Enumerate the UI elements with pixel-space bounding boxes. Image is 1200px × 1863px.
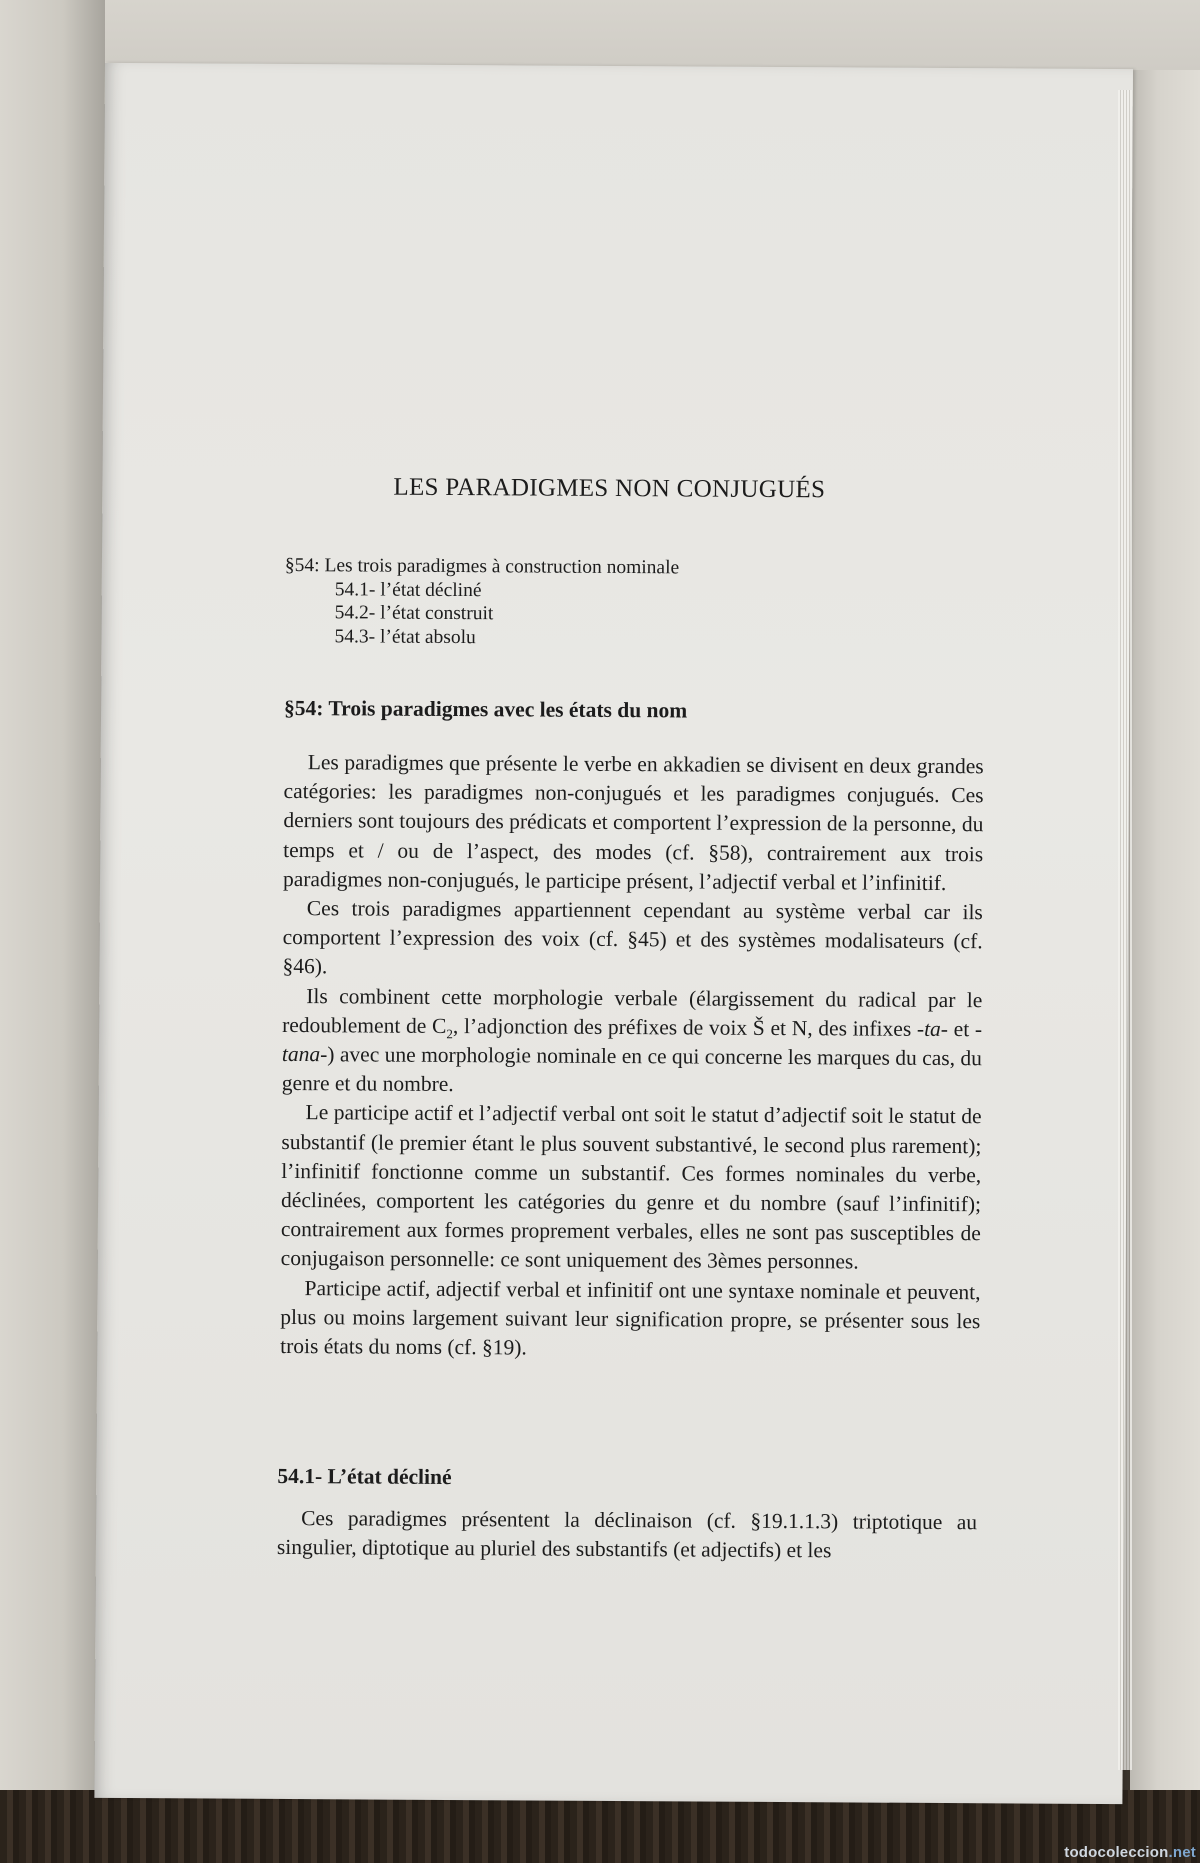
- subsection-body: [277, 1504, 977, 1567]
- paragraph-5: Participe actif, adjectif verbal et infinitif ont une syntaxe nominale et peuvent, plus ou moins largement suivant leur signification propre, se présenter sous les trois états du noms (cf. §19).: [280, 1275, 981, 1360]
- chapter-title: LES PARADIGMES NON CONJUGUÉS: [393, 473, 826, 504]
- subsection-paragraph: Ces paradigmes présentent la déclinaison (cf. §19.1.1.3) triptotique au singulier, diptotique au pluriel des substantifs (et adjectifs) et les: [276, 1506, 978, 1563]
- paragraph-3-part: , l’adjonction des préfixes de voix Š et N, des infixes: [452, 1013, 918, 1041]
- right-page-stack: [1130, 70, 1200, 1790]
- section-body: [280, 748, 984, 1366]
- toc-item: 54.1- l’état décliné: [334, 578, 482, 601]
- toc-item: 54.2- l’état construit: [334, 602, 494, 625]
- toc-main-entry: §54: Les trois paradigmes à construction nominale: [284, 554, 680, 579]
- table-of-contents: [284, 554, 679, 650]
- paragraph-4: Le participe actif et l’adjectif verbal ont soit le statut d’adjectif soit le statut de substantif (le premier étant le plus souvent substantivé, le second plus rarement); l’infinitif fonctionne comme un substantif. Ces formes nominales du verbe, déclinées, comportent les catégories du genre et du nombre (sauf l’infinitif); contrairement aux formes proprement verbales, elles ne sont pas susceptibles de conjugaison personnelle: ce sont uniquement des 3èmes personnes.: [280, 1100, 982, 1274]
- infix-ta: -ta-: [916, 1016, 949, 1041]
- paragraph-3-part: et: [947, 1016, 976, 1042]
- subscript-2: 2: [446, 1026, 453, 1042]
- subsection-heading: 54.1- L’état décliné: [277, 1463, 452, 1490]
- toc-item: 54.3- l’état absolu: [334, 625, 476, 648]
- paragraph-3-part: ) avec une morphologie nominale en ce qui concerne les marques du cas, du genre et du nombre.: [281, 1042, 983, 1097]
- paragraph-3-part: Ils combinent cette morphologie verbale (élargissement du radical par le redoublement de C: [282, 983, 983, 1038]
- section-heading: §54: Trois paradigmes avec les états du nom: [283, 695, 688, 723]
- watermark-suffix: .net: [1168, 1844, 1196, 1861]
- watermark-logo: [1064, 1844, 1196, 1861]
- background-top: [105, 0, 1200, 70]
- paragraph-1: Les paradigmes que présente le verbe en akkadien se divisent en deux grandes catégories: les paradigmes non-conjugués et les paradigmes conjugués. Ces derniers sont toujours des prédicats et comportent l’expression de la personne, du temps et / ou de l’aspect, des modes (cf. §58), contrairement aux trois paradigmes non-conjugués, le participe présent, l’adjectif verbal et l’infinitif.: [282, 750, 984, 895]
- paragraph-2: Ces trois paradigmes appartiennent cependant au système verbal car ils comportent l’expression des voix (cf. §45) et des systèmes modalisateurs (cf. §46).: [282, 896, 983, 979]
- left-page-edge: [0, 0, 105, 1800]
- page-stack-edge: [1118, 90, 1132, 1770]
- watermark-text: todocoleccion: [1064, 1844, 1169, 1861]
- paragraph-3: [282, 982, 983, 1103]
- infix-tana: -tana-: [281, 1017, 983, 1067]
- book-page: [94, 63, 1133, 1804]
